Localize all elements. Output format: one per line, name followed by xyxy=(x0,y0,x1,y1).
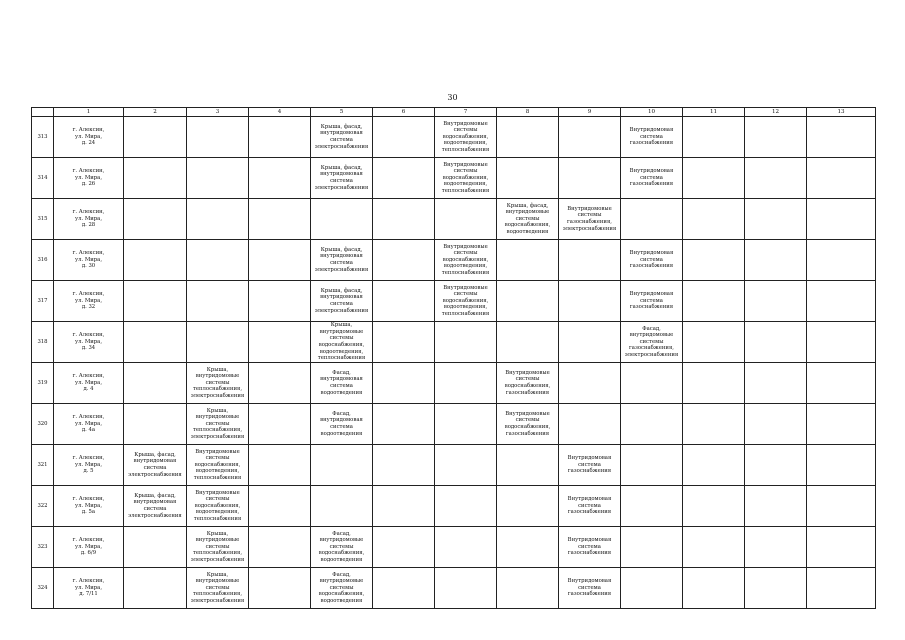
address-cell: г. Алексин, ул. Мира, д. 6/9 xyxy=(54,527,124,568)
header-cell-num xyxy=(32,108,54,117)
work-cell xyxy=(683,527,745,568)
work-cell xyxy=(559,322,621,363)
row-number-cell: 322 xyxy=(32,486,54,527)
work-cell xyxy=(807,322,876,363)
work-cell xyxy=(435,568,497,609)
work-cell xyxy=(249,199,311,240)
work-cell xyxy=(621,199,683,240)
work-cell xyxy=(311,486,373,527)
work-cell: Внутридомовая система газоснабжения xyxy=(559,527,621,568)
work-cell: Крыша, внутридомовые системы теплоснабжения, электроснабжения xyxy=(187,404,249,445)
work-cell xyxy=(621,568,683,609)
work-cell xyxy=(683,568,745,609)
work-cell xyxy=(249,240,311,281)
work-cell: Внутридомовая система газоснабжения xyxy=(559,486,621,527)
work-cell xyxy=(497,117,559,158)
table-row xyxy=(32,445,876,486)
work-cell xyxy=(559,404,621,445)
work-cell xyxy=(249,486,311,527)
header-cell: 11 xyxy=(683,108,745,117)
header-cell: 1 xyxy=(54,108,124,117)
header-cell: 8 xyxy=(497,108,559,117)
row-number-cell: 318 xyxy=(32,322,54,363)
work-cell: Внутридомовая система газоснабжения xyxy=(621,117,683,158)
work-cell xyxy=(124,527,187,568)
work-cell: Крыша, фасад, внутридомовая система электроснабжения xyxy=(311,158,373,199)
work-cell xyxy=(807,404,876,445)
work-cell xyxy=(745,445,807,486)
header-cell: 13 xyxy=(807,108,876,117)
row-number-cell: 324 xyxy=(32,568,54,609)
address-cell: г. Алексин, ул. Мира, д. 28 xyxy=(54,199,124,240)
row-number-cell: 323 xyxy=(32,527,54,568)
work-cell xyxy=(124,117,187,158)
work-cell xyxy=(373,568,435,609)
work-cell xyxy=(249,404,311,445)
work-cell xyxy=(497,445,559,486)
work-cell: Внутридомовая система газоснабжения xyxy=(559,568,621,609)
address-cell: г. Алексин, ул. Мира, д. 5 xyxy=(54,445,124,486)
work-cell xyxy=(187,281,249,322)
address-cell: г. Алексин, ул. Мира, д. 30 xyxy=(54,240,124,281)
row-number-cell: 317 xyxy=(32,281,54,322)
work-cell xyxy=(497,486,559,527)
work-cell xyxy=(559,240,621,281)
work-cell xyxy=(683,363,745,404)
work-cell xyxy=(124,404,187,445)
work-cell xyxy=(807,117,876,158)
work-cell: Внутридомовая система газоснабжения xyxy=(621,158,683,199)
work-cell xyxy=(124,158,187,199)
page-number: 30 xyxy=(447,93,458,102)
work-cell xyxy=(187,240,249,281)
work-cell xyxy=(621,527,683,568)
work-cell xyxy=(249,117,311,158)
work-cell xyxy=(187,117,249,158)
work-cell: Внутридомовые системы водоснабжения, водоотведения, теплоснабжения xyxy=(187,445,249,486)
work-cell xyxy=(373,322,435,363)
work-cell xyxy=(249,445,311,486)
table-row xyxy=(32,199,876,240)
work-cell: Крыша, внутридомовые системы водоснабжения, водоотведения, теплоснабжения xyxy=(311,322,373,363)
table-row xyxy=(32,568,876,609)
row-number-cell: 315 xyxy=(32,199,54,240)
table-row xyxy=(32,322,876,363)
work-cell xyxy=(745,404,807,445)
header-cell: 5 xyxy=(311,108,373,117)
table-row xyxy=(32,527,876,568)
work-cell: Крыша, внутридомовые системы теплоснабжения, электроснабжения xyxy=(187,568,249,609)
work-cell xyxy=(745,240,807,281)
work-cell xyxy=(124,568,187,609)
work-cell xyxy=(683,158,745,199)
work-cell: Внутридомовые системы газоснабжения, электроснабжения xyxy=(559,199,621,240)
table-row xyxy=(32,240,876,281)
work-cell xyxy=(311,199,373,240)
work-cell xyxy=(187,322,249,363)
work-cell: Крыша, фасад, внутридомовая система электроснабжения xyxy=(311,281,373,322)
work-cell xyxy=(373,240,435,281)
work-cell xyxy=(497,158,559,199)
work-cell: Фасад, внутридомовые системы водоснабжения, водоотведения xyxy=(311,527,373,568)
work-cell xyxy=(807,568,876,609)
work-cell xyxy=(249,322,311,363)
header-cell: 10 xyxy=(621,108,683,117)
work-cell: Внутридомовые системы водоснабжения, водоотведения, теплоснабжения xyxy=(435,240,497,281)
work-cell xyxy=(559,117,621,158)
address-cell: г. Алексин, ул. Мира, д. 5а xyxy=(54,486,124,527)
work-cell xyxy=(497,240,559,281)
work-cell xyxy=(435,404,497,445)
work-cell xyxy=(745,158,807,199)
work-cell xyxy=(373,363,435,404)
work-cell xyxy=(559,281,621,322)
work-cell xyxy=(621,486,683,527)
row-number-cell: 320 xyxy=(32,404,54,445)
work-cell xyxy=(745,117,807,158)
work-cell xyxy=(124,281,187,322)
work-cell xyxy=(683,117,745,158)
work-cell: Внутридомовая система газоснабжения xyxy=(621,240,683,281)
work-cell xyxy=(373,486,435,527)
work-cell xyxy=(373,445,435,486)
work-cell: Фасад, внутридомовые системы газоснабжения, электроснабжения xyxy=(621,322,683,363)
row-number-cell: 314 xyxy=(32,158,54,199)
work-cell xyxy=(124,363,187,404)
work-cell xyxy=(807,199,876,240)
address-cell: г. Алексин, ул. Мира, д. 4 xyxy=(54,363,124,404)
work-cell: Внутридомовые системы водоснабжения, газоснабжения xyxy=(497,363,559,404)
work-cell xyxy=(807,363,876,404)
table-row xyxy=(32,281,876,322)
work-cell xyxy=(497,527,559,568)
work-cell xyxy=(683,199,745,240)
work-cell xyxy=(249,363,311,404)
header-cell: 4 xyxy=(249,108,311,117)
header-row xyxy=(32,108,876,117)
work-cell xyxy=(559,158,621,199)
header-cell: 6 xyxy=(373,108,435,117)
work-cell xyxy=(745,568,807,609)
repair-schedule-table xyxy=(31,107,876,609)
work-cell xyxy=(745,527,807,568)
work-cell: Крыша, внутридомовые системы теплоснабжения, электроснабжения xyxy=(187,363,249,404)
work-cell xyxy=(559,363,621,404)
table-row xyxy=(32,404,876,445)
header-cell: 12 xyxy=(745,108,807,117)
work-cell: Внутридомовые системы водоснабжения, водоотведения, теплоснабжения xyxy=(435,158,497,199)
work-cell: Крыша, фасад, внутридомовая система электроснабжения xyxy=(124,445,187,486)
address-cell: г. Алексин, ул. Мира, д. 34 xyxy=(54,322,124,363)
work-cell xyxy=(187,158,249,199)
work-cell xyxy=(435,322,497,363)
work-cell xyxy=(745,363,807,404)
row-number-cell: 313 xyxy=(32,117,54,158)
work-cell xyxy=(807,158,876,199)
work-cell xyxy=(745,486,807,527)
work-cell xyxy=(807,240,876,281)
work-cell xyxy=(311,445,373,486)
work-cell xyxy=(249,568,311,609)
work-cell xyxy=(807,527,876,568)
work-cell xyxy=(373,158,435,199)
work-cell xyxy=(807,486,876,527)
work-cell xyxy=(683,240,745,281)
work-cell: Внутридомовые системы водоснабжения, водоотведения, теплоснабжения xyxy=(435,117,497,158)
work-cell xyxy=(807,445,876,486)
address-cell: г. Алексин, ул. Мира, д. 26 xyxy=(54,158,124,199)
work-cell xyxy=(621,363,683,404)
work-cell: Внутридомовые системы водоснабжения, газоснабжения xyxy=(497,404,559,445)
work-cell xyxy=(497,281,559,322)
work-cell xyxy=(249,527,311,568)
work-cell xyxy=(373,199,435,240)
work-cell xyxy=(124,199,187,240)
work-cell: Внутридомовая система газоснабжения xyxy=(621,281,683,322)
work-cell: Фасад, внутридомовая система водоотведения xyxy=(311,404,373,445)
work-cell xyxy=(373,117,435,158)
work-cell xyxy=(807,281,876,322)
work-cell xyxy=(435,445,497,486)
table-row xyxy=(32,486,876,527)
work-cell xyxy=(249,281,311,322)
table-body xyxy=(32,108,876,609)
header-cell: 2 xyxy=(124,108,187,117)
work-cell xyxy=(435,486,497,527)
work-cell: Внутридомовая система газоснабжения xyxy=(559,445,621,486)
header-cell: 7 xyxy=(435,108,497,117)
address-cell: г. Алексин, ул. Мира, д. 4а xyxy=(54,404,124,445)
work-cell: Крыша, фасад, внутридомовая система электроснабжения xyxy=(124,486,187,527)
work-cell xyxy=(435,363,497,404)
work-cell: Крыша, фасад, внутридомовая система электроснабжения xyxy=(311,117,373,158)
work-cell xyxy=(373,527,435,568)
table-row xyxy=(32,158,876,199)
work-cell: Внутридомовые системы водоснабжения, водоотведения, теплоснабжения xyxy=(187,486,249,527)
work-cell xyxy=(683,322,745,363)
work-cell xyxy=(435,527,497,568)
work-cell xyxy=(124,322,187,363)
work-cell xyxy=(683,445,745,486)
work-cell xyxy=(621,445,683,486)
work-cell xyxy=(621,404,683,445)
work-cell xyxy=(497,568,559,609)
work-cell xyxy=(745,281,807,322)
work-cell xyxy=(683,281,745,322)
work-cell xyxy=(435,199,497,240)
address-cell: г. Алексин, ул. Мира, д. 32 xyxy=(54,281,124,322)
work-cell xyxy=(683,404,745,445)
header-cell: 9 xyxy=(559,108,621,117)
work-cell xyxy=(373,281,435,322)
work-cell: Крыша, внутридомовые системы теплоснабжения, электроснабжения xyxy=(187,527,249,568)
work-cell xyxy=(124,240,187,281)
work-cell xyxy=(187,199,249,240)
table-row xyxy=(32,363,876,404)
work-cell: Фасад, внутридомовая система водоотведения xyxy=(311,363,373,404)
work-cell: Внутридомовые системы водоснабжения, водоотведения, теплоснабжения xyxy=(435,281,497,322)
work-cell: Крыша, фасад, внутридомовая система электроснабжения xyxy=(311,240,373,281)
work-cell: Фасад, внутридомовые системы водоснабжения, водоотведения xyxy=(311,568,373,609)
work-cell xyxy=(683,486,745,527)
work-cell xyxy=(745,322,807,363)
work-cell: Крыша, фасад, внутридомовые системы водоснабжения, водоотведения xyxy=(497,199,559,240)
work-cell xyxy=(497,322,559,363)
address-cell: г. Алексин, ул. Мира, д. 7/11 xyxy=(54,568,124,609)
row-number-cell: 319 xyxy=(32,363,54,404)
address-cell: г. Алексин, ул. Мира, д. 24 xyxy=(54,117,124,158)
work-cell xyxy=(745,199,807,240)
header-cell: 3 xyxy=(187,108,249,117)
row-number-cell: 321 xyxy=(32,445,54,486)
work-cell xyxy=(373,404,435,445)
table-row xyxy=(32,117,876,158)
work-cell xyxy=(249,158,311,199)
row-number-cell: 316 xyxy=(32,240,54,281)
